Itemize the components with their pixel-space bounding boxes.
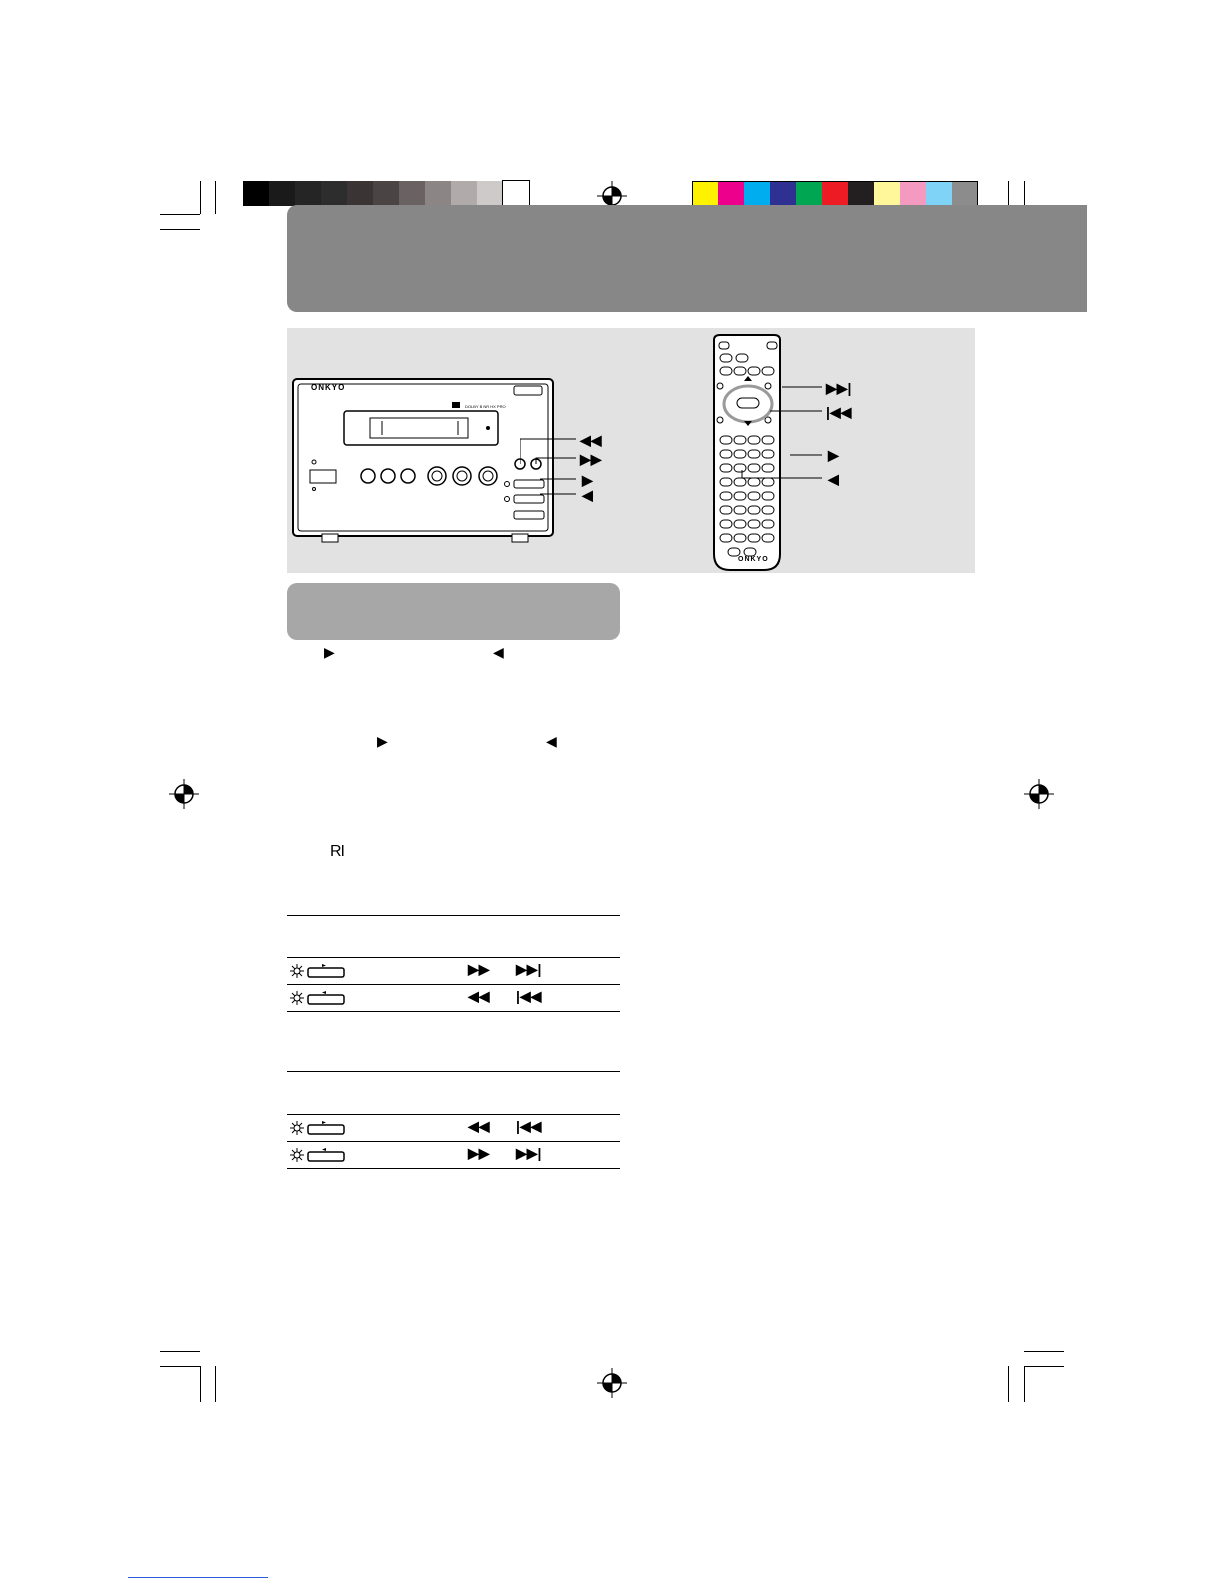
registration-target-right: [1024, 779, 1054, 809]
section-heading-bar: [287, 583, 620, 640]
remote-callout-previous: |◀◀: [826, 404, 852, 420]
remote-button: [734, 492, 746, 500]
remote-button: [748, 520, 760, 528]
body-play-reverse-glyph-1: ◀: [493, 644, 504, 660]
remote-button: [734, 520, 746, 528]
gray-swatch: [295, 181, 321, 206]
table-1-row-2-wind: ◀◀: [468, 988, 490, 1004]
table-2-row-2-wind: ▶▶: [468, 1145, 490, 1161]
deck-callout-lines: [520, 430, 580, 510]
deck-brand-logo: ONKYO: [311, 383, 346, 392]
remote-button: [734, 534, 746, 542]
gray-swatch: [451, 181, 477, 206]
remote-button: [748, 367, 760, 375]
table-2-row-1-skip: |◀◀: [516, 1118, 542, 1134]
remote-button: [762, 367, 774, 375]
deck-callout-play-forward: ▶: [582, 472, 593, 488]
remote-button: [720, 534, 732, 542]
deck-callout-play-reverse: ◀: [582, 487, 593, 503]
gray-swatch: [347, 181, 373, 206]
reverse-direction-indicator-icon: [288, 988, 348, 1008]
remote-button: [762, 492, 774, 500]
remote-button: [720, 492, 732, 500]
forward-direction-indicator-icon: [288, 961, 348, 981]
gray-swatch: [503, 181, 529, 206]
remote-button: [728, 548, 740, 556]
gray-swatch: [399, 181, 425, 206]
process-bar-frame: [692, 181, 978, 206]
remote-button: [762, 520, 774, 528]
remote-callout-lines: [720, 380, 830, 490]
remote-button: [720, 506, 732, 514]
table-1-row-1-wind: ▶▶: [468, 961, 490, 977]
remote-button: [734, 506, 746, 514]
registration-target-left: [169, 779, 199, 809]
remote-button: [748, 534, 760, 542]
remote-button: [736, 354, 748, 362]
registration-target-bottom: [597, 1368, 627, 1398]
gray-swatch: [373, 181, 399, 206]
page-bottom-underline: [128, 1577, 268, 1578]
remote-button: [734, 367, 746, 375]
table-2-row-2-skip: ▶▶|: [516, 1145, 542, 1161]
remote-callout-next: ▶▶|: [826, 380, 852, 396]
deck-callout-fast-forward: ▶▶: [580, 451, 602, 467]
body-play-forward-glyph-1: ▶: [324, 644, 335, 660]
remote-button: [720, 520, 732, 528]
remote-button: [762, 534, 774, 542]
gray-swatch: [425, 181, 451, 206]
remote-callout-play-forward: ▶: [828, 447, 839, 463]
reverse-direction-indicator-icon: [288, 1145, 348, 1165]
title-band: [287, 205, 1087, 312]
table-1-row-2-skip: |◀◀: [516, 988, 542, 1004]
remote-button: [762, 506, 774, 514]
remote-brand-logo: ONKYO: [738, 556, 769, 563]
remote-button: [720, 367, 732, 375]
remote-button: [748, 506, 760, 514]
remote-callout-play-reverse: ◀: [828, 471, 839, 487]
body-play-reverse-glyph-2: ◀: [546, 733, 557, 749]
table-2-row-1-wind: ◀◀: [468, 1118, 490, 1134]
deck-callout-rewind: ◀◀: [580, 432, 602, 448]
remote-button: [748, 492, 760, 500]
forward-direction-indicator-icon: [288, 1118, 348, 1138]
dolby-label: DOLBY B NR HX PRO: [465, 404, 506, 409]
gray-swatch: [243, 181, 269, 206]
body-play-forward-glyph-2: ▶: [377, 733, 388, 749]
gray-swatch: [477, 181, 503, 206]
remote-button: [744, 548, 756, 556]
cassette-deck-illustration: [292, 378, 556, 548]
ri-logo: RI: [330, 843, 344, 860]
gray-swatch: [269, 181, 295, 206]
remote-button: [720, 354, 732, 362]
gray-swatch: [321, 181, 347, 206]
table-1-row-1-skip: ▶▶|: [516, 961, 542, 977]
